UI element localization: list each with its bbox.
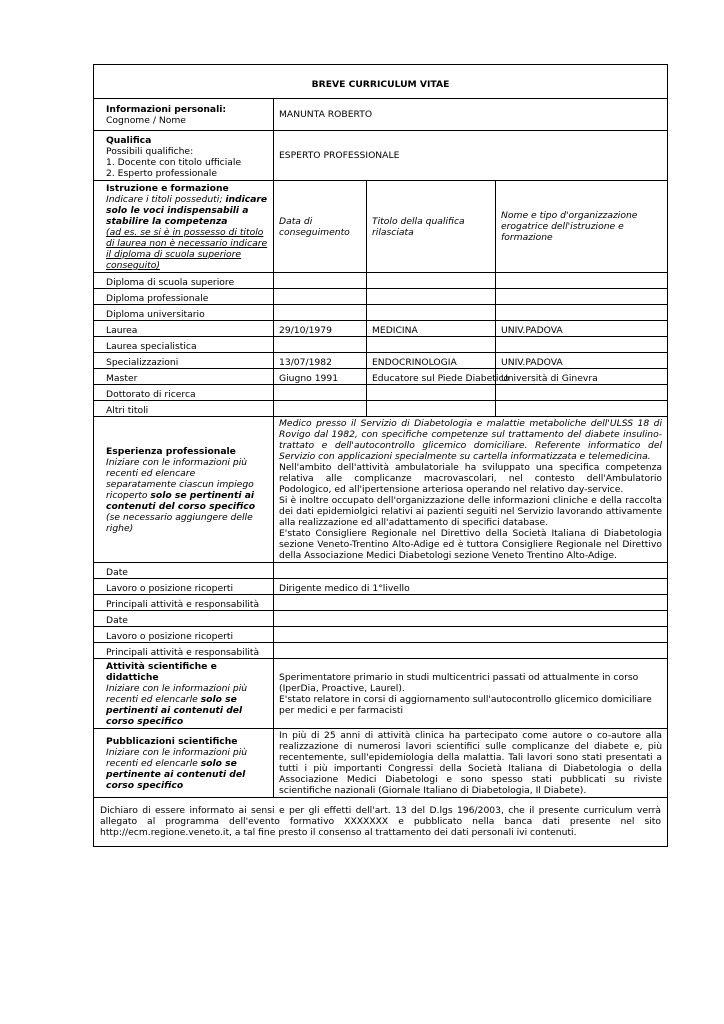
titolo-date-text <box>279 277 361 288</box>
lavoro-date-value <box>274 563 668 579</box>
titolo-label-text: Laurea <box>106 325 138 336</box>
lavoro-position-label: Lavoro o posizione ricoperti <box>94 627 274 643</box>
attivita-paragraph-1: Sperimentatore primario in studi multicentrici passati od attualmente in corso (IperDia, Proactive, Laurel). <box>279 671 639 694</box>
titolo-label-text: Altri titoli <box>106 405 149 416</box>
istruzione-label <box>94 181 274 273</box>
attivita-text <box>274 659 668 729</box>
titolo-label-text: Master <box>106 373 138 384</box>
esperienza-paragraph-3: Si è inoltre occupato dell'organizzazione delle informazioni cliniche e della raccolta dei dati epidemiolgici relativi ai pazienti seguiti nel Servizio lavorando attivamente alla realizzazione ed all'adattamento di specifici database. <box>279 495 663 528</box>
titolo-organization-text <box>501 341 662 352</box>
titolo-organization-text <box>501 277 662 288</box>
lavoro-position-row <box>94 627 668 643</box>
titolo-organization-text: UNIV.PADOVA <box>501 357 563 368</box>
attivita-heading: Attività scientifiche e didattiche <box>106 661 217 683</box>
titolo-organization <box>496 369 668 385</box>
titolo-qualifica <box>367 289 496 305</box>
pubblicazioni-text: In più di 25 anni di attività clinica ha partecipato come autore o co-autore alla realizzazione di numerosi lavori scientifici sulle complicanze del diabete e, più recentemente, sull'epidemiologia della malattia. Tali lavori sono stati presentati a tutti i più importanti Congressi della Società Italiana di Diabetologia o della Associazione Medici Diabetologi e sono spesso stati pubblicati su riviste scientifiche nazionali (Giornale Italiano di Diabetologia, Il Diabete). <box>274 729 668 798</box>
istruzione-note <box>106 194 268 271</box>
lavoro-date-label: Date <box>94 563 274 579</box>
titolo-organization <box>496 353 668 369</box>
attivita-label <box>94 659 274 729</box>
titolo-label-text: Diploma universitario <box>106 309 205 320</box>
titolo-organization-text: UNIV.PADOVA <box>501 325 563 336</box>
esperienza-heading: Esperienza professionale <box>106 445 236 457</box>
titolo-organization <box>496 289 668 305</box>
qualifica-line-2: 1. Docente con titolo ufficiale <box>106 157 242 168</box>
lavoro-duties-label: Principali attività e responsabilità <box>94 643 274 659</box>
pubblicazioni-note-a: Iniziare con le informazioni più recenti ed elencarle <box>106 746 248 769</box>
titolo-date <box>274 305 367 321</box>
personal-info-value: MANUNTA ROBERTO <box>274 99 668 131</box>
titolo-row <box>94 305 668 321</box>
istruzione-note-c: (ad es. se si è in possesso di titolo di laurea non è necessario indicare il diploma di scuola superiore conseguito) <box>106 227 268 271</box>
titolo-qualifica <box>367 273 496 289</box>
titolo-row <box>94 273 668 289</box>
titolo-row <box>94 369 668 385</box>
attivita-paragraph-2: E'stato relatore in corsi di aggiornamento sull'autocontrollo glicemico domiciliare per medici e per farmacisti <box>279 693 652 716</box>
titolo-qualifica-text <box>372 389 490 400</box>
titolo-date <box>274 337 367 353</box>
titolo-date-text <box>279 293 361 304</box>
titolo-organization <box>496 305 668 321</box>
titolo-organization <box>496 337 668 353</box>
titolo-date-text: Giugno 1991 <box>279 373 339 384</box>
titolo-label <box>94 353 274 369</box>
titolo-row <box>94 289 668 305</box>
titolo-label <box>94 321 274 337</box>
titolo-organization <box>496 401 668 417</box>
titolo-label-text: Laurea specialistica <box>106 341 197 352</box>
titolo-qualifica-text <box>372 405 490 416</box>
titolo-label-text: Specializzazioni <box>106 357 179 368</box>
esperienza-paragraph-2: Nell'ambito dell'attività ambulatoriale ha sviluppato una specifica competenza relativa alle complicanze macrovascolari, nel contesto dell'Ambulatorio Podologico, ed all'ipertensione arteriosa operando nel relativo day-service. <box>279 462 663 495</box>
titolo-label <box>94 385 274 401</box>
qualifica-value: ESPERTO PROFESSIONALE <box>274 131 668 181</box>
lavoro-position-value <box>274 627 668 643</box>
titolo-qualifica <box>367 401 496 417</box>
lavoro-duties-row <box>94 643 668 659</box>
attivita-note <box>106 683 268 727</box>
titolo-date-text <box>279 309 361 320</box>
titolo-qualifica-text <box>372 293 490 304</box>
lavoro-duties-row <box>94 595 668 611</box>
titolo-qualifica-text: Educatore sul Piede Diabetico <box>372 373 510 384</box>
titolo-date <box>274 289 367 305</box>
lavoro-date-row <box>94 611 668 627</box>
lavoro-rows <box>94 563 668 659</box>
titolo-label-text: Diploma di scuola superiore <box>106 277 235 288</box>
titolo-organization-text <box>501 293 662 304</box>
titolo-row <box>94 385 668 401</box>
esperienza-note-b: solo se pertinenti ai contenuti del corso specifico <box>106 489 256 512</box>
esperienza-text <box>274 417 668 563</box>
titolo-qualifica-text: ENDOCRINOLOGIA <box>372 357 457 368</box>
istruzione-note-a: Indicare i titoli posseduti; <box>106 194 226 205</box>
esperienza-paragraph-4: E'stato Consigliere Regionale nel Direttivo della Società Italiana di Diabetologia sezione Veneto-Trentino Alto-Adige ed è tuttora Consigliere Regionale nel Direttivo della Associazione Medici Diabetologi sezione Veneto Trentino Alto-Adige. <box>279 528 663 561</box>
lavoro-position-label: Lavoro o posizione ricoperti <box>94 579 274 595</box>
titolo-qualifica-text: MEDICINA <box>372 325 418 336</box>
esperienza-note <box>106 457 268 534</box>
titolo-date <box>274 401 367 417</box>
istruzione-heading: Istruzione e formazione <box>106 183 229 194</box>
lavoro-duties-value <box>274 643 668 659</box>
titolo-label <box>94 273 274 289</box>
titolo-date <box>274 385 367 401</box>
esperienza-paragraph-1: Medico presso il Servizio di Diabetologia e malattie metaboliche dell'ULSS 18 di Rovigo dal 1982, con specifiche competenze sul trattamento del diabete insulino-trattato e dell'autocontrollo glicemico domiciliare. Referente informatico del Servizio con applicazioni specialmente su cartella informatizzata e telemedicina. <box>279 418 663 462</box>
qualifica-heading: Qualifica <box>106 135 152 146</box>
titolo-qualifica <box>367 305 496 321</box>
titolo-date-text <box>279 389 361 400</box>
lavoro-date-row <box>94 563 668 579</box>
titolo-date <box>274 369 367 385</box>
titolo-qualifica-text <box>372 341 490 352</box>
titolo-organization <box>496 273 668 289</box>
titolo-qualifica <box>367 321 496 337</box>
titolo-label <box>94 369 274 385</box>
titolo-date-text <box>279 405 361 416</box>
titolo-label <box>94 289 274 305</box>
privacy-declaration: Dichiaro di essere informato ai sensi e per gli effetti dell'art. 13 del D.lgs 196/2003, che il presente curriculum verrà allegato al programma dell'evento formativo XXXXXXX e pubblicato nella banca dati presente nel sito http://ecm.regione.veneto.it, a tal fine presto il consenso al trattamento dei dati personali ivi contenuti. <box>94 798 668 847</box>
attivita-note-a: Iniziare con le informazioni più recenti ed elencarle <box>106 683 248 705</box>
titolo-organization-text <box>501 389 662 400</box>
titolo-organization <box>496 385 668 401</box>
titolo-label <box>94 401 274 417</box>
titolo-organization-text: Università di Ginevra <box>501 373 598 384</box>
document-title: BREVE CURRICULUM VITAE <box>94 65 668 99</box>
titolo-label-text: Dottorato di ricerca <box>106 389 196 400</box>
lavoro-position-value: Dirigente medico di 1°livello <box>274 579 668 595</box>
lavoro-date-label: Date <box>94 611 274 627</box>
esperienza-note-a: Iniziare con le informazioni più recenti ed elencare separatamente ciascun impiego ricoperto <box>106 456 254 501</box>
titolo-row <box>94 321 668 337</box>
titolo-date-text: 29/10/1979 <box>279 325 332 336</box>
personal-info-label <box>94 99 274 131</box>
lavoro-date-value <box>274 611 668 627</box>
lavoro-duties-value <box>274 595 668 611</box>
istruzione-note-b: indicare solo le voci indispensabili a stabilire la competenza <box>106 194 268 227</box>
pubblicazioni-label <box>94 729 274 798</box>
titolo-qualifica <box>367 369 510 385</box>
esperienza-label <box>94 417 274 563</box>
personal-info-sub: Cognome / Nome <box>106 115 186 126</box>
pubblicazioni-note-b: solo se pertinente ai contenuti del corso specifico <box>106 757 246 791</box>
column-header-organization: Nome e tipo d'organizzazione erogatrice dell'istruzione e formazione <box>496 181 668 273</box>
personal-info-heading: Informazioni personali: <box>106 104 227 115</box>
qualifica-line-1: Possibili qualifiche: <box>106 146 194 157</box>
titolo-date-text: 13/07/1982 <box>279 357 332 368</box>
curriculum-table <box>93 64 668 847</box>
titoli-rows <box>94 273 668 417</box>
titolo-organization <box>496 321 668 337</box>
column-header-date: Data di conseguimento <box>274 181 367 273</box>
titolo-date <box>274 321 367 337</box>
titolo-row <box>94 337 668 353</box>
lavoro-duties-label: Principali attività e responsabilità <box>94 595 274 611</box>
titolo-qualifica <box>367 385 496 401</box>
titolo-label <box>94 337 274 353</box>
esperienza-note-c: (se necessario aggiungere delle righe) <box>106 511 253 534</box>
pubblicazioni-note <box>106 747 268 791</box>
titolo-qualifica <box>367 353 496 369</box>
pubblicazioni-heading: Pubblicazioni scientifiche <box>106 735 238 747</box>
titolo-label <box>94 305 274 321</box>
titolo-row <box>94 353 668 369</box>
titolo-date <box>274 273 367 289</box>
titolo-qualifica-text <box>372 277 490 288</box>
titolo-date-text <box>279 341 361 352</box>
titolo-row <box>94 401 668 417</box>
titolo-organization-text <box>501 405 662 416</box>
qualifica-label <box>94 131 274 181</box>
attivita-note-b: solo se pertinenti ai contenuti del corso specifico <box>106 694 243 727</box>
titolo-label-text: Diploma professionale <box>106 293 209 304</box>
titolo-organization-text <box>501 309 662 320</box>
qualifica-line-3: 2. Esperto professionale <box>106 168 218 179</box>
titolo-qualifica-text <box>372 309 490 320</box>
lavoro-position-row <box>94 579 668 595</box>
titolo-qualifica <box>367 337 496 353</box>
column-header-title: Titolo della qualifica rilasciata <box>367 181 496 273</box>
titolo-date <box>274 353 367 369</box>
